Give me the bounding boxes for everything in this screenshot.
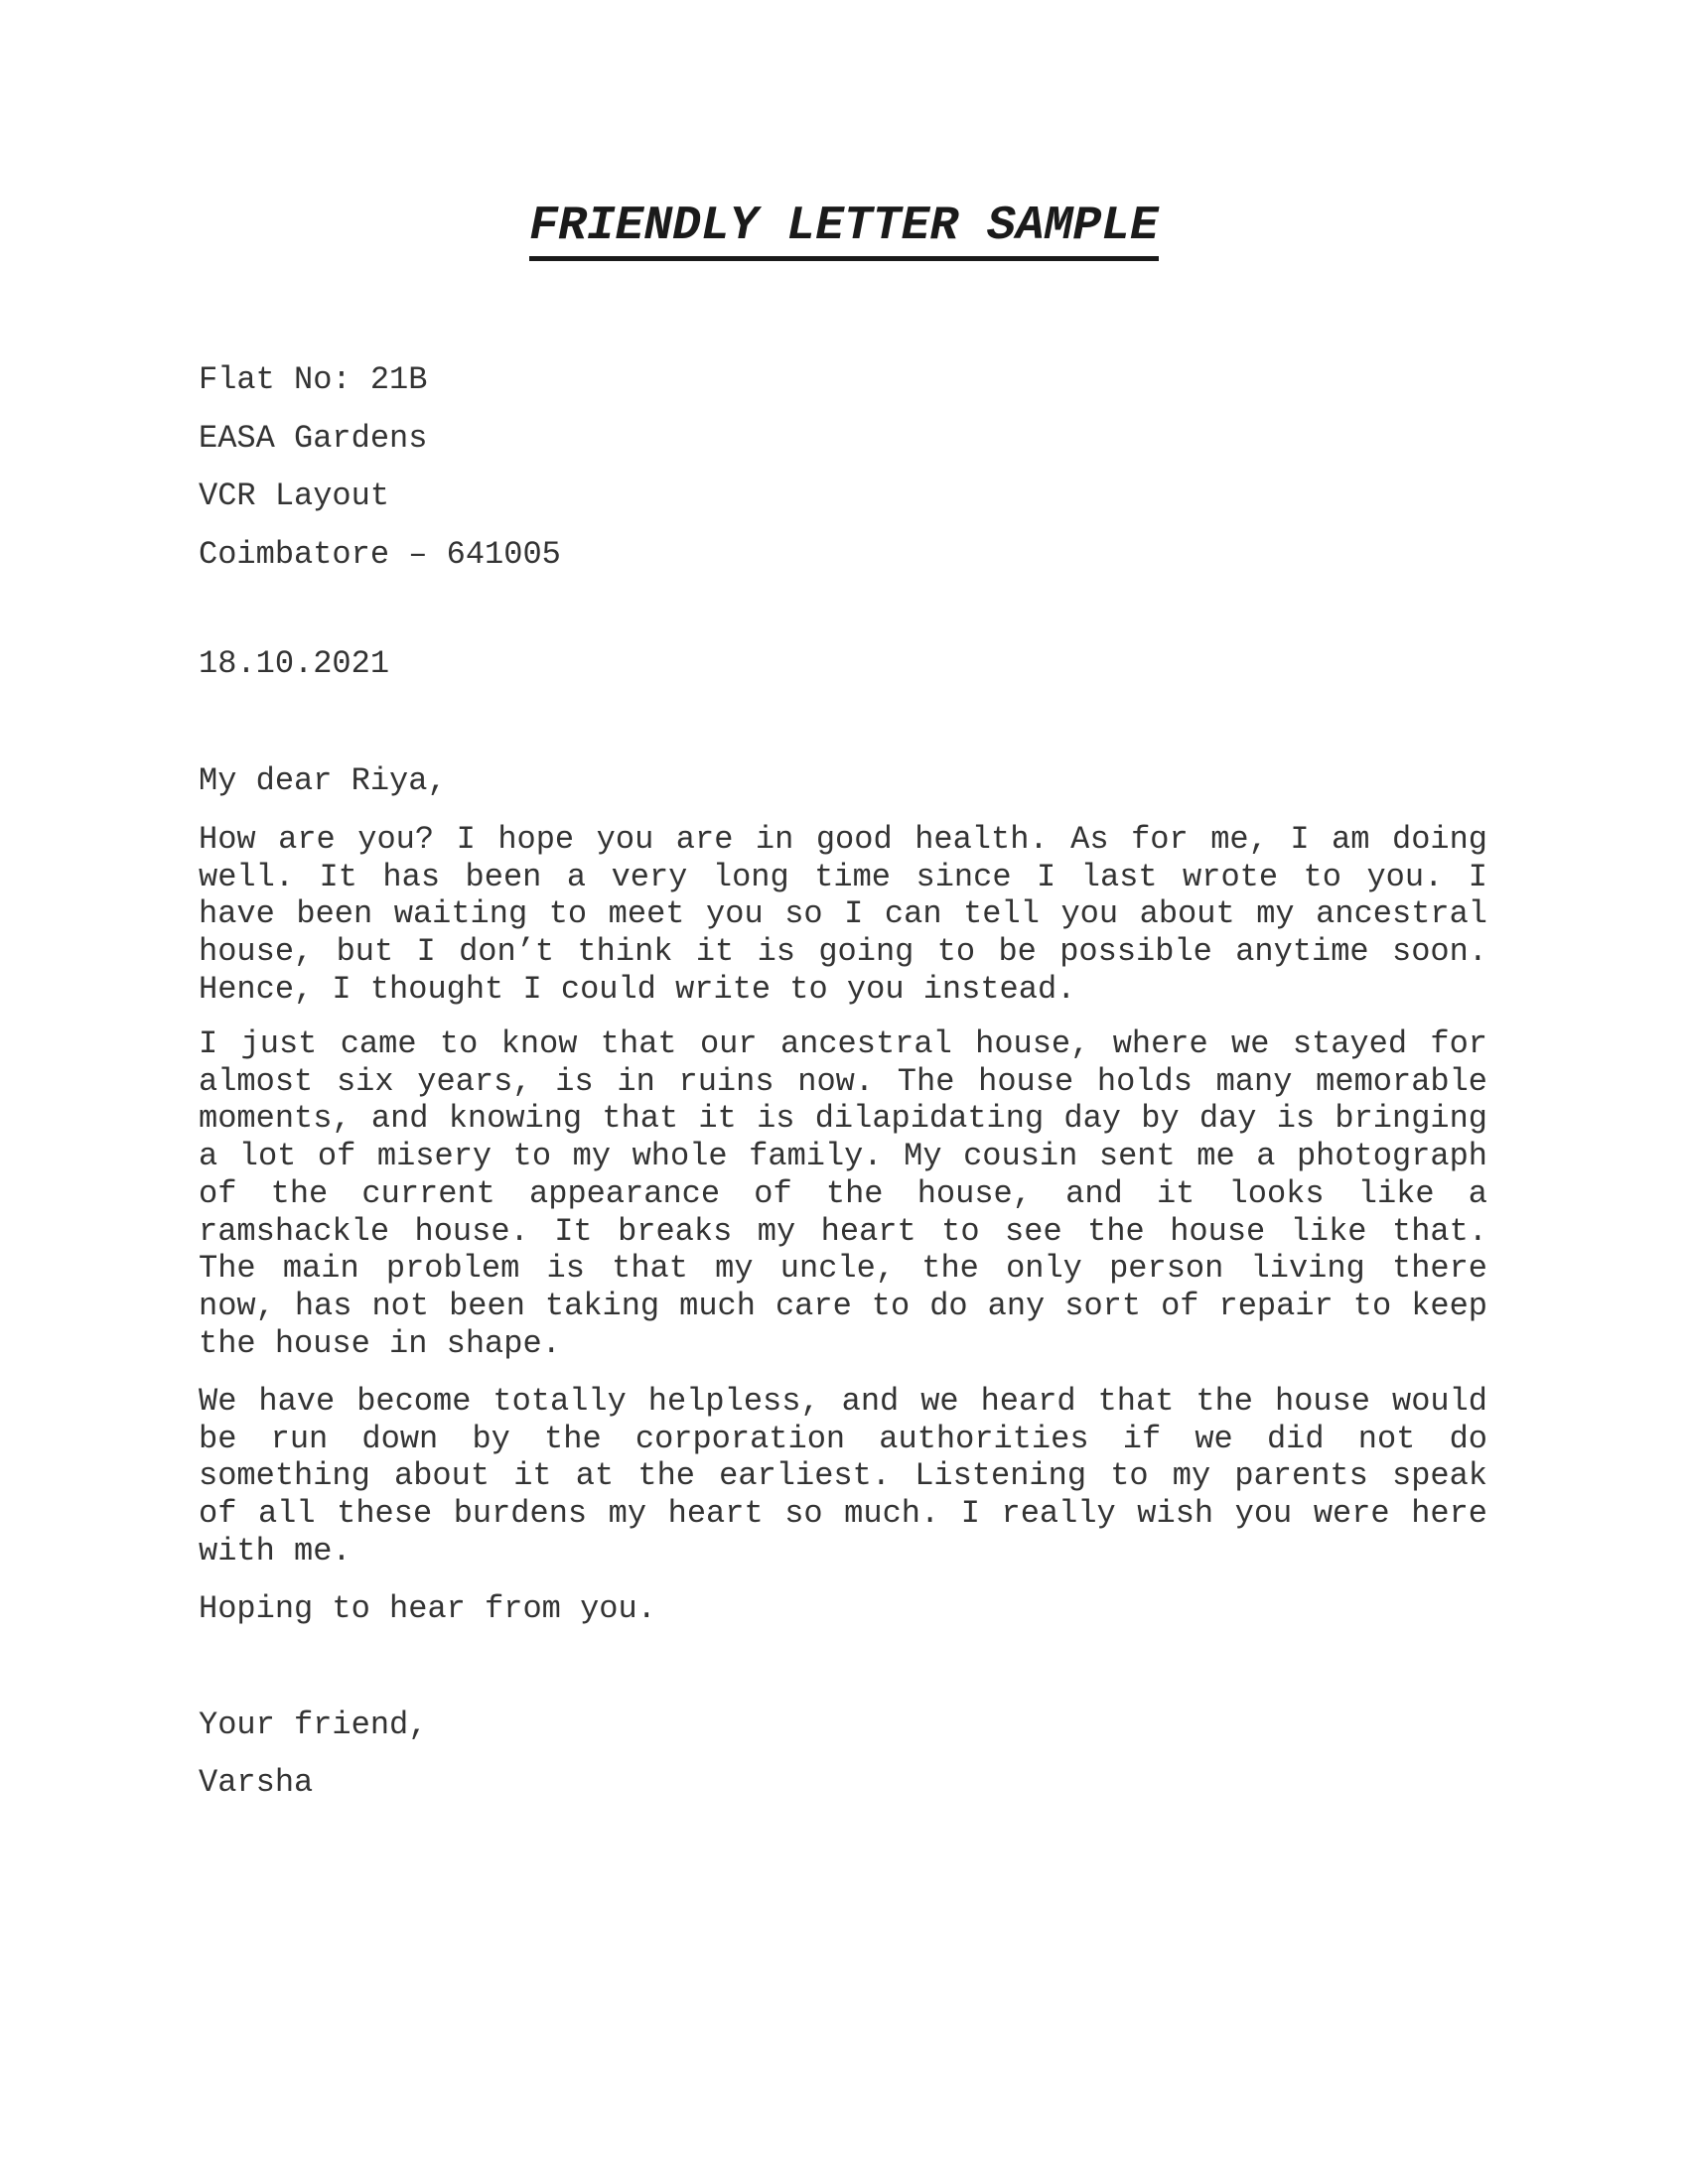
salutation: My dear Riya, <box>199 762 447 799</box>
body-paragraph-3: We have become totally helpless, and we heard that the house would be run down by the corporation authorities if we did not do something about it at the earliest. Listening to my parents speak of all these burdens my heart so much. I really wish you were here with me. <box>199 1383 1487 1570</box>
sign-off: Your friend, <box>199 1706 428 1743</box>
sender-address <box>199 351 561 584</box>
address-line-city: Coimbatore – 641005 <box>199 535 561 573</box>
closing-line: Hoping to hear from you. <box>199 1590 656 1627</box>
address-line-flat: Flat No: 21B <box>199 361 428 398</box>
letter-date: 18.10.2021 <box>199 645 390 682</box>
document-title-text: FRIENDLY LETTER SAMPLE <box>529 199 1159 261</box>
body-paragraph-2: I just came to know that our ancestral house, where we stayed for almost six years, is in ruins now. The house holds many memorable moments, and knowing that it is dilapidating day by day is bringing a lot of misery to my whole family. My cousin sent me a photograph of the current appearance of the house, and it looks like a ramshackle house. It breaks my heart to see the house like that. The main problem is that my uncle, the only person living there now, has not been taking much care to do any sort of repair to keep the house in shape. <box>199 1025 1487 1362</box>
address-line-locality: VCR Layout <box>199 478 390 514</box>
address-line-building: EASA Gardens <box>199 419 428 457</box>
document-title <box>0 195 1688 261</box>
signature: Varsha <box>199 1764 314 1801</box>
body-paragraph-1: How are you? I hope you are in good health. As for me, I am doing well. It has been a very long time since I last wrote to you. I have been waiting to meet you so I can tell you about my ancestral house, but I don’t think it is going to be possible anytime soon. Hence, I thought I could write to you instead. <box>199 821 1487 1008</box>
